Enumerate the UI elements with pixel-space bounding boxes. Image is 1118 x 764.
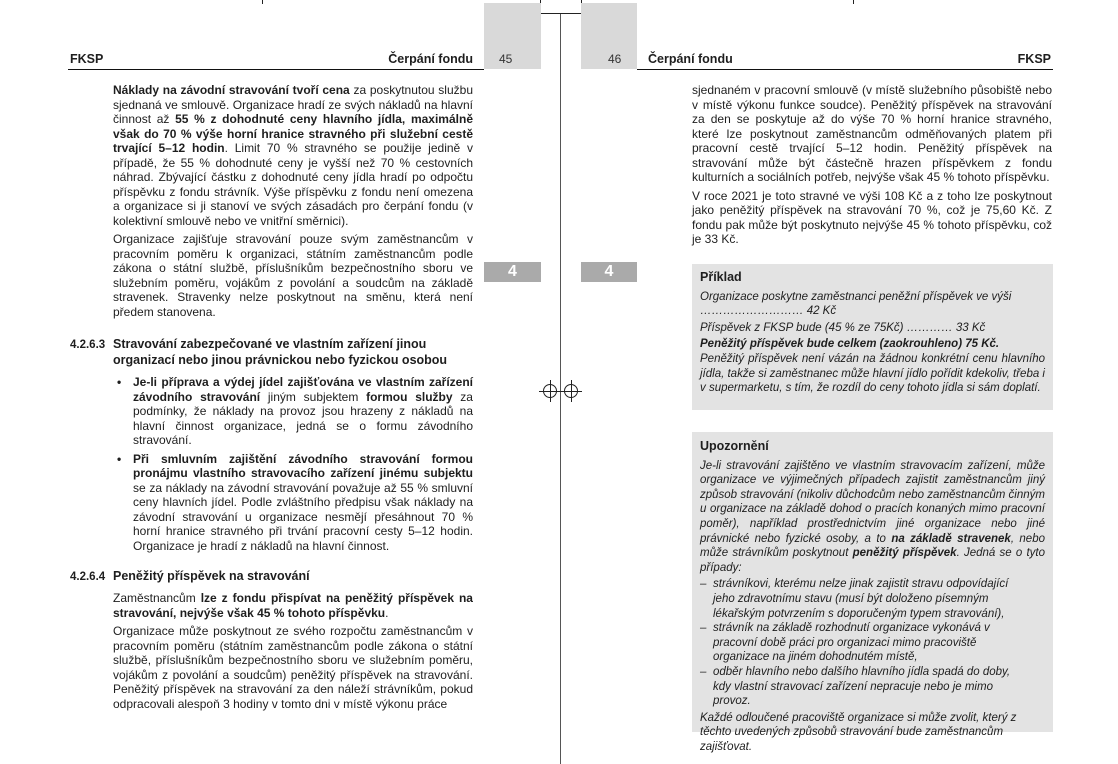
bullet-item: • Je-li příprava a výdej jídel zajišťována ve vlastním zařízení závodního stravování jiným subjektem formou služby za podmínky, že náklady na provoz jsou hrazeny z nákladů na hlavní činnost organizace, jedná se o formu závodního stravování. xyxy=(113,375,473,448)
crop-mark-center-h xyxy=(540,13,582,14)
chapter-tab-right: 4 xyxy=(581,262,637,282)
header-rule-right xyxy=(637,69,1053,70)
running-title-left: Čerpání fondu xyxy=(388,52,473,66)
section-number-4264: 4.2.6.4 xyxy=(70,571,106,583)
example-box xyxy=(692,264,1053,410)
paragraph-2021: V roce 2021 je toto stravné ve výši 108 Kč a z toho lze poskytnout jako peněžitý příspěvek na stravování 70 %, což je 75,60 Kč. Z fondu pak může být poskytnuto nejvýše 45 % tohoto příspěvku, což je 33 Kč. xyxy=(692,188,1052,246)
paragraph-zamestnancum: Zaměstnancům lze z fondu přispívat na peněžitý příspěvek na stravování, nejvýše však 45 % tohoto příspěvku. xyxy=(113,591,473,620)
example-line: Organizace poskytne zaměstnanci peněžní příspěvek ve výši ……………………… 42 Kč xyxy=(700,290,1012,318)
paragraph-penezity: Organizace může poskytnout ze svého rozpočtu zaměstnancům v pracovním poměru (státním zaměstnancům podle zákona o státní službě, příslušníkům bezpečnostního sboru ve služebním poměru, vojákům z povolání a soudcům) peněžitý příspěvek na stravování. Peněžitý příspěvek na stravování za den náleží strávníkům, pokud odpracovali alespoň 3 hodiny v tomto dni v místě výkonu práce xyxy=(113,624,473,711)
page-tab-left xyxy=(484,3,541,69)
warning-box-title: Upozornění xyxy=(700,439,769,453)
chapter-tab-left: 4 xyxy=(484,262,541,282)
warning-list xyxy=(700,577,1045,708)
page-number-left: 45 xyxy=(499,52,513,66)
header-rule-left xyxy=(68,69,484,70)
example-box-title: Příklad xyxy=(700,270,742,284)
crop-mark-right xyxy=(853,0,854,4)
section-number-4263: 4.2.6.3 xyxy=(70,339,106,351)
section-4263-bullets xyxy=(113,375,473,557)
paragraph-organizace: Organizace zajišťuje stravování pouze svým zaměstnancům v pracovním poměru k organizaci, státním zaměstnancům podle zákona o státní službě, příslušníkům bezpečnostního sboru ve služebním poměru, vojákům z povolání a soudcům na základě stravenek. Stravenky nelze poskytnout na směnu, která není předem stanovena. xyxy=(113,232,473,319)
bullet-item: • Při smluvním zajištění závodního stravování formou pronájmu vlastního stravovacího zařízení jinému subjektu se za náklady na závodní stravování považuje až 55 % smluvní ceny hlavních jídel. Podle zvláštního předpisu však náklady na závodní stravování u organizace nesmějí přesáhnout 70 % horní hranice stravného při trvání pracovní cesty 5–12 hodin. Organizace je hradí z nákladů na hlavní činnost. xyxy=(113,452,473,554)
example-note: Peněžitý příspěvek není vázán na žádnou konkrétní cenu hlavního jídla, takže si zaměstnanec může hlavní jídlo pořídit kdekoliv, třeba i v supermarketu, s tím, že rozdíl do ceny tohoto jídla si sám doplatí. xyxy=(700,352,1045,395)
example-total: Peněžitý příspěvek bude celkem (zaokrouhleno) 75 Kč. xyxy=(700,338,1000,351)
registration-target-left xyxy=(543,384,557,398)
warning-list-item: – strávník na základě rozhodnutí organizace vykonává v pracovní době práci pro organizaci mimo pracoviště organizace na jiném dohodnutém místě, xyxy=(700,621,1045,665)
section-4264-body xyxy=(113,591,473,715)
warning-box xyxy=(692,432,1053,753)
left-body-top xyxy=(113,83,473,323)
running-head-right: FKSP xyxy=(1017,52,1051,66)
registration-target-right xyxy=(564,384,578,398)
running-title-right: Čerpání fondu xyxy=(648,52,733,66)
running-head-left: FKSP xyxy=(70,52,104,66)
section-title-4264: Peněžitý příspěvek na stravování xyxy=(113,569,310,583)
right-body-top xyxy=(692,83,1052,251)
example-line: Příspěvek z FKSP bude (45 % ze 75Kč) ………… 33 Kč xyxy=(700,321,986,334)
crop-mark-left xyxy=(262,0,263,4)
paragraph-sjednanem: sjednaném v pracovní smlouvě (v místě služebního působiště nebo v místě výkonu funkce soudce). Peněžitý příspěvek na stravování za den se poskytuje až do výše 70 % horní hranice stravného, které lze poskytnout zaměstnancům odměňovaných platem při pracovní cestě trvající 5–12 hodin. Peněžitý příspěvek na stravování může být částečně hrazen příspěvkem z fondu kulturních a sociálních potřeb, nejvýše však 45 % tohoto příspěvku. xyxy=(692,83,1052,184)
warning-list-item: – strávníkovi, kterému nelze jinak zajistit stravu odpovídající jeho zdravotnímu stavu (musí být doloženo písemným lékařským potvrzením s doporučeným typem stravování), xyxy=(700,577,1045,621)
page-number-right: 46 xyxy=(608,52,622,66)
paragraph-naklady: Náklady na závodní stravování tvoří cena za poskytnutou službu sjednaná ve smlouvě. Organizace hradí ze svých nákladů na hlavní činnost až 55 % z dohodnuté ceny hlavního jídla, maximálně však do 70 % výše horní hranice stravného při služební cestě trvající 5–12 hodin. Limit 70 % stravného se použije jedině v případě, že 55 % dohodnuté ceny je vyšší než 70 % cestovních náhrad. Zbývající částku z dohodnuté ceny jídla hradí po odpočtu příspěvku z fondu strávník. Výše příspěvku z fondu není omezena a organizace si ji stanoví ve svých zásadách pro čerpání fondu (v kolektivní smlouvě nebo ve vnitřní směrnici). xyxy=(113,83,473,228)
gutter-line xyxy=(560,14,561,764)
warning-intro: Je-li stravování zajištěno ve vlastním stravovacím zařízení, může organizace ve výjimečných případech zajistit zaměstnancům jiný způsob stravování (nikoliv důchodcům nebo zaměstnancům činným u organizace na základě dohod o pracích konaných mimo pracovní poměr), například prostřednictvím jiné organizace nebo jiné právnické nebo fyzické osoby, a to na základě stravenek, nebo může strávníkům poskytnout peněžitý příspěvek. Jedná se o tyto případy: xyxy=(700,459,1046,574)
warning-list-item: – odběr hlavního nebo dalšího hlavního jídla spadá do doby, kdy vlastní stravovací zařízení nepracuje nebo je mimo provoz. xyxy=(700,665,1045,709)
warning-closing: Každé odloučené pracoviště organizace si může zvolit, který z těchto uvedených způsobů stravování bude zaměstnancům zajišťovat. xyxy=(700,711,1017,753)
section-title-4263: Stravování zabezpečované ve vlastním zařízení jinou organizací nebo jinou právnickou nebo fyzickou osobou xyxy=(113,337,448,367)
